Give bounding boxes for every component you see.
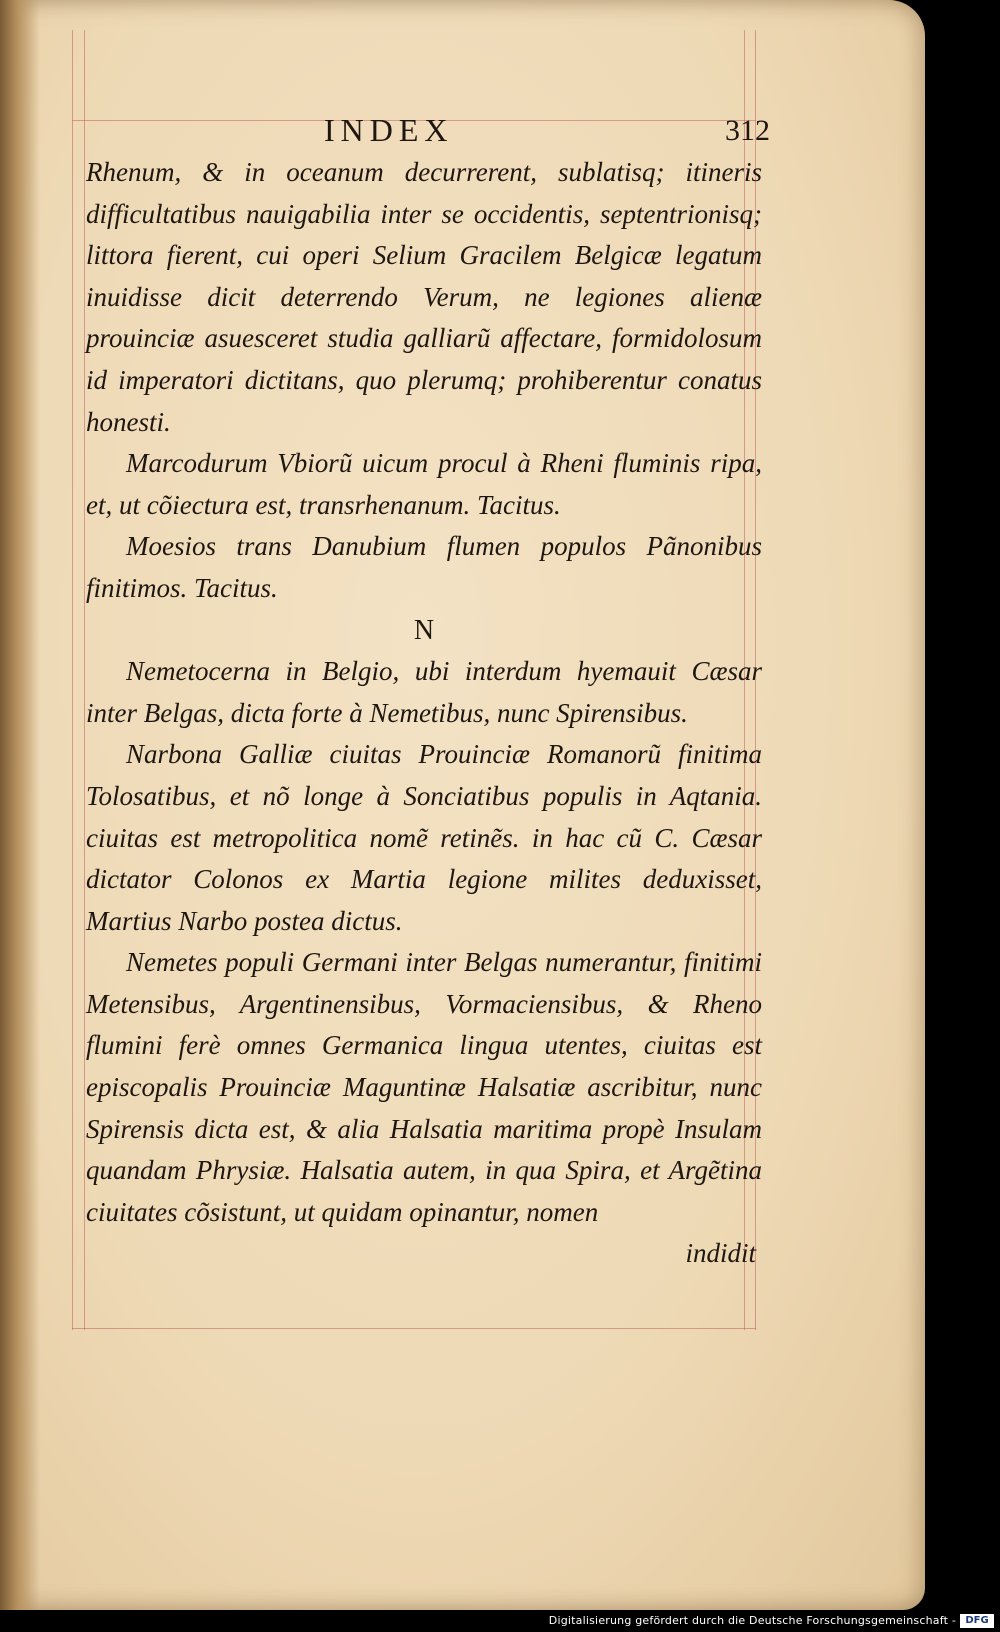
margin-rule (84, 30, 85, 1330)
digitization-footer (0, 1610, 1000, 1632)
paragraph: Marcodurum Vbiorũ uicum procul à Rheni fluminis ripa, et, ut cõiectura est, transrhenanum. Tacitus. (86, 448, 762, 520)
margin-rule (72, 1328, 756, 1329)
section-letter: N (413, 614, 435, 646)
paragraph: Rhenum, & in oceanum decurrerent, sublatisq; itineris difficultatibus nauigabilia inter se occidentis, septentrionisq; littora fierent, cui operi Selium Gracilem Belgicæ legatum inuidisse dicit deterrendo Verum, ne legiones alienæ prouinciæ asuesceret studia galliarũ affectare, formidolosum id imperatori dictitans, quo plerumq; prohiberentur conatus honesti. (86, 157, 762, 437)
paragraph: Nemetocerna in Belgio, ubi interdum hyemauit Cæsar inter Belgas, dicta forte à Nemetibus, nunc Spirensibus. (86, 656, 762, 728)
catchword: indidit (685, 1238, 756, 1269)
page-header (84, 112, 770, 152)
running-title: INDEX (324, 112, 454, 148)
margin-rule (72, 30, 73, 1330)
page-number: 312 (725, 114, 770, 147)
page-text (86, 152, 762, 1275)
paragraph: Narbona Galliæ ciuitas Prouinciæ Romanorũ finitima Tolosatibus, et nõ longe à Sonciatibus populis in Aqtania. ciuitas est metropolitica nomẽ retinẽs. in hac cũ C. Cæsar dictator Colonos ex Martia legione milites deduxisset, Martius Narbo postea dictus. (86, 739, 762, 936)
dfg-logo-icon: DFG (960, 1614, 994, 1628)
paragraph: Nemetes populi Germani inter Belgas numerantur, finitimi Metensibus, Argentinensibus, Vormaciensibus, & Rheno flumini ferè omnes Germanica lingua utentes, ciuitas est episcopalis Prouinciæ Maguntinæ Halsatiæ ascribitur, nunc Spirensis dicta est, & alia Halsatia maritima propè Insulam quandam Phrysiæ. Halsatia autem, in qua Spira, et Argẽtina ciuitates cõsistunt, ut quidam opinantur, nomen (86, 947, 762, 1227)
funding-notice: Digitalisierung gefördert durch die Deutsche Forschungsgemeinschaft - (548, 1614, 956, 1627)
binding-gutter (0, 0, 40, 1610)
paragraph: Moesios trans Danubium flumen populos Pãnonibus finitimos. Tacitus. (86, 531, 762, 603)
